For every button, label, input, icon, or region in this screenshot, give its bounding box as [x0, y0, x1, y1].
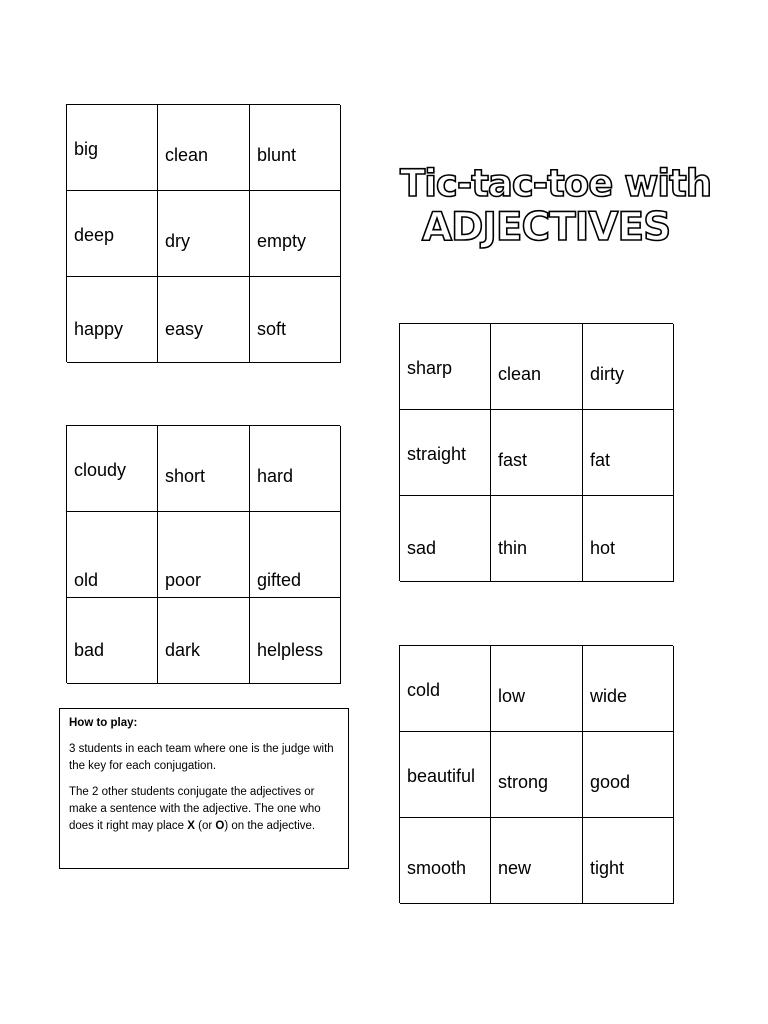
adjective-label: low [498, 686, 526, 706]
how-to-play-paragraph-2 [69, 784, 339, 835]
adjective-label: helpless [257, 640, 324, 660]
tic-tac-toe-grid-2 [66, 425, 340, 683]
grid-cell[interactable] [158, 426, 250, 512]
grid-cell[interactable] [491, 496, 583, 582]
adjective-label: empty [257, 231, 307, 251]
adjective-label: soft [257, 319, 287, 339]
grid-cell[interactable] [67, 105, 158, 191]
rule-text: (or [194, 820, 216, 832]
worksheet-title [400, 162, 712, 250]
adjective-label: fat [590, 450, 611, 470]
grid-cell[interactable] [67, 512, 158, 598]
adjective-label: smooth [407, 858, 467, 878]
adjective-label: hard [257, 466, 294, 486]
grid-cell[interactable] [67, 277, 158, 363]
grid-cell[interactable] [67, 426, 158, 512]
grid-cell[interactable] [67, 191, 158, 277]
grid-cell[interactable] [583, 646, 674, 732]
adjective-label: blunt [257, 145, 297, 165]
adjective-label: cold [407, 680, 441, 700]
grid-cell[interactable] [400, 646, 491, 732]
adjective-label: strong [498, 772, 549, 792]
adjective-label: hot [590, 538, 616, 558]
grid-cell[interactable] [491, 324, 583, 410]
grid-cell[interactable] [400, 410, 491, 496]
grid-cell[interactable] [583, 324, 674, 410]
adjective-label: straight [407, 444, 467, 464]
grid-cell[interactable] [491, 732, 583, 818]
grid-cell[interactable] [583, 732, 674, 818]
adjective-label: tight [590, 858, 625, 878]
grid-cell[interactable] [250, 277, 341, 363]
grid-cell[interactable] [158, 277, 250, 363]
adjective-label: clean [165, 145, 209, 165]
adjective-label: sad [407, 538, 437, 558]
grid-cell[interactable] [158, 105, 250, 191]
grid-cell[interactable] [400, 496, 491, 582]
adjective-label: fast [498, 450, 528, 470]
adjective-label: new [498, 858, 532, 878]
adjective-label: dirty [590, 364, 625, 384]
grid-cell[interactable] [250, 191, 341, 277]
grid-cell[interactable] [491, 818, 583, 904]
adjective-label: sharp [407, 358, 453, 378]
how-to-play-heading: How to play: [69, 717, 138, 729]
how-to-play-box [59, 708, 349, 869]
title-line-2: ADJECTIVES [421, 205, 671, 250]
adjective-label: beautiful [407, 766, 476, 786]
o-mark-text: O [215, 820, 225, 832]
adjective-label: short [165, 466, 206, 486]
tic-tac-toe-grid-4 [399, 645, 673, 903]
grid-cell[interactable] [158, 598, 250, 684]
adjective-label: gifted [257, 570, 302, 590]
rule-text: The 2 other students conjugate the adjectives or make a sentence with the adjective. The one who does it right may place [69, 786, 321, 832]
grid-cell[interactable] [67, 598, 158, 684]
adjective-label: dark [165, 640, 201, 660]
adjective-label: bad [74, 640, 105, 660]
grid-cell[interactable] [250, 512, 341, 598]
grid-cell[interactable] [250, 426, 341, 512]
adjective-label: cloudy [74, 460, 127, 480]
grid-cell[interactable] [400, 818, 491, 904]
adjective-label: old [74, 570, 99, 590]
adjective-label: good [590, 772, 631, 792]
grid-cell[interactable] [400, 324, 491, 410]
adjective-label: happy [74, 319, 124, 339]
adjective-label: wide [590, 686, 628, 706]
adjective-label: thin [498, 538, 528, 558]
grid-cell[interactable] [250, 105, 341, 191]
how-to-play-paragraph-1: 3 students in each team where one is the judge with the key for each conjugation. [69, 743, 334, 772]
grid-cell[interactable] [158, 191, 250, 277]
rule-text: ) on the adjective. [224, 820, 316, 832]
x-mark-text: X [187, 820, 195, 832]
tic-tac-toe-grid-3 [399, 323, 673, 581]
adjective-label: clean [498, 364, 542, 384]
grid-cell[interactable] [400, 732, 491, 818]
grid-cell[interactable] [583, 410, 674, 496]
adjective-label: deep [74, 225, 115, 245]
grid-cell[interactable] [491, 646, 583, 732]
adjective-label: easy [165, 319, 204, 339]
title-line-1: Tic-tac-toe with [400, 162, 712, 205]
adjective-label: dry [165, 231, 191, 251]
grid-cell[interactable] [583, 496, 674, 582]
grid-cell[interactable] [250, 598, 341, 684]
tic-tac-toe-grid-1 [66, 104, 340, 362]
adjective-label: poor [165, 570, 202, 590]
adjective-label: big [74, 139, 99, 159]
grid-cell[interactable] [583, 818, 674, 904]
grid-cell[interactable] [158, 512, 250, 598]
grid-cell[interactable] [491, 410, 583, 496]
